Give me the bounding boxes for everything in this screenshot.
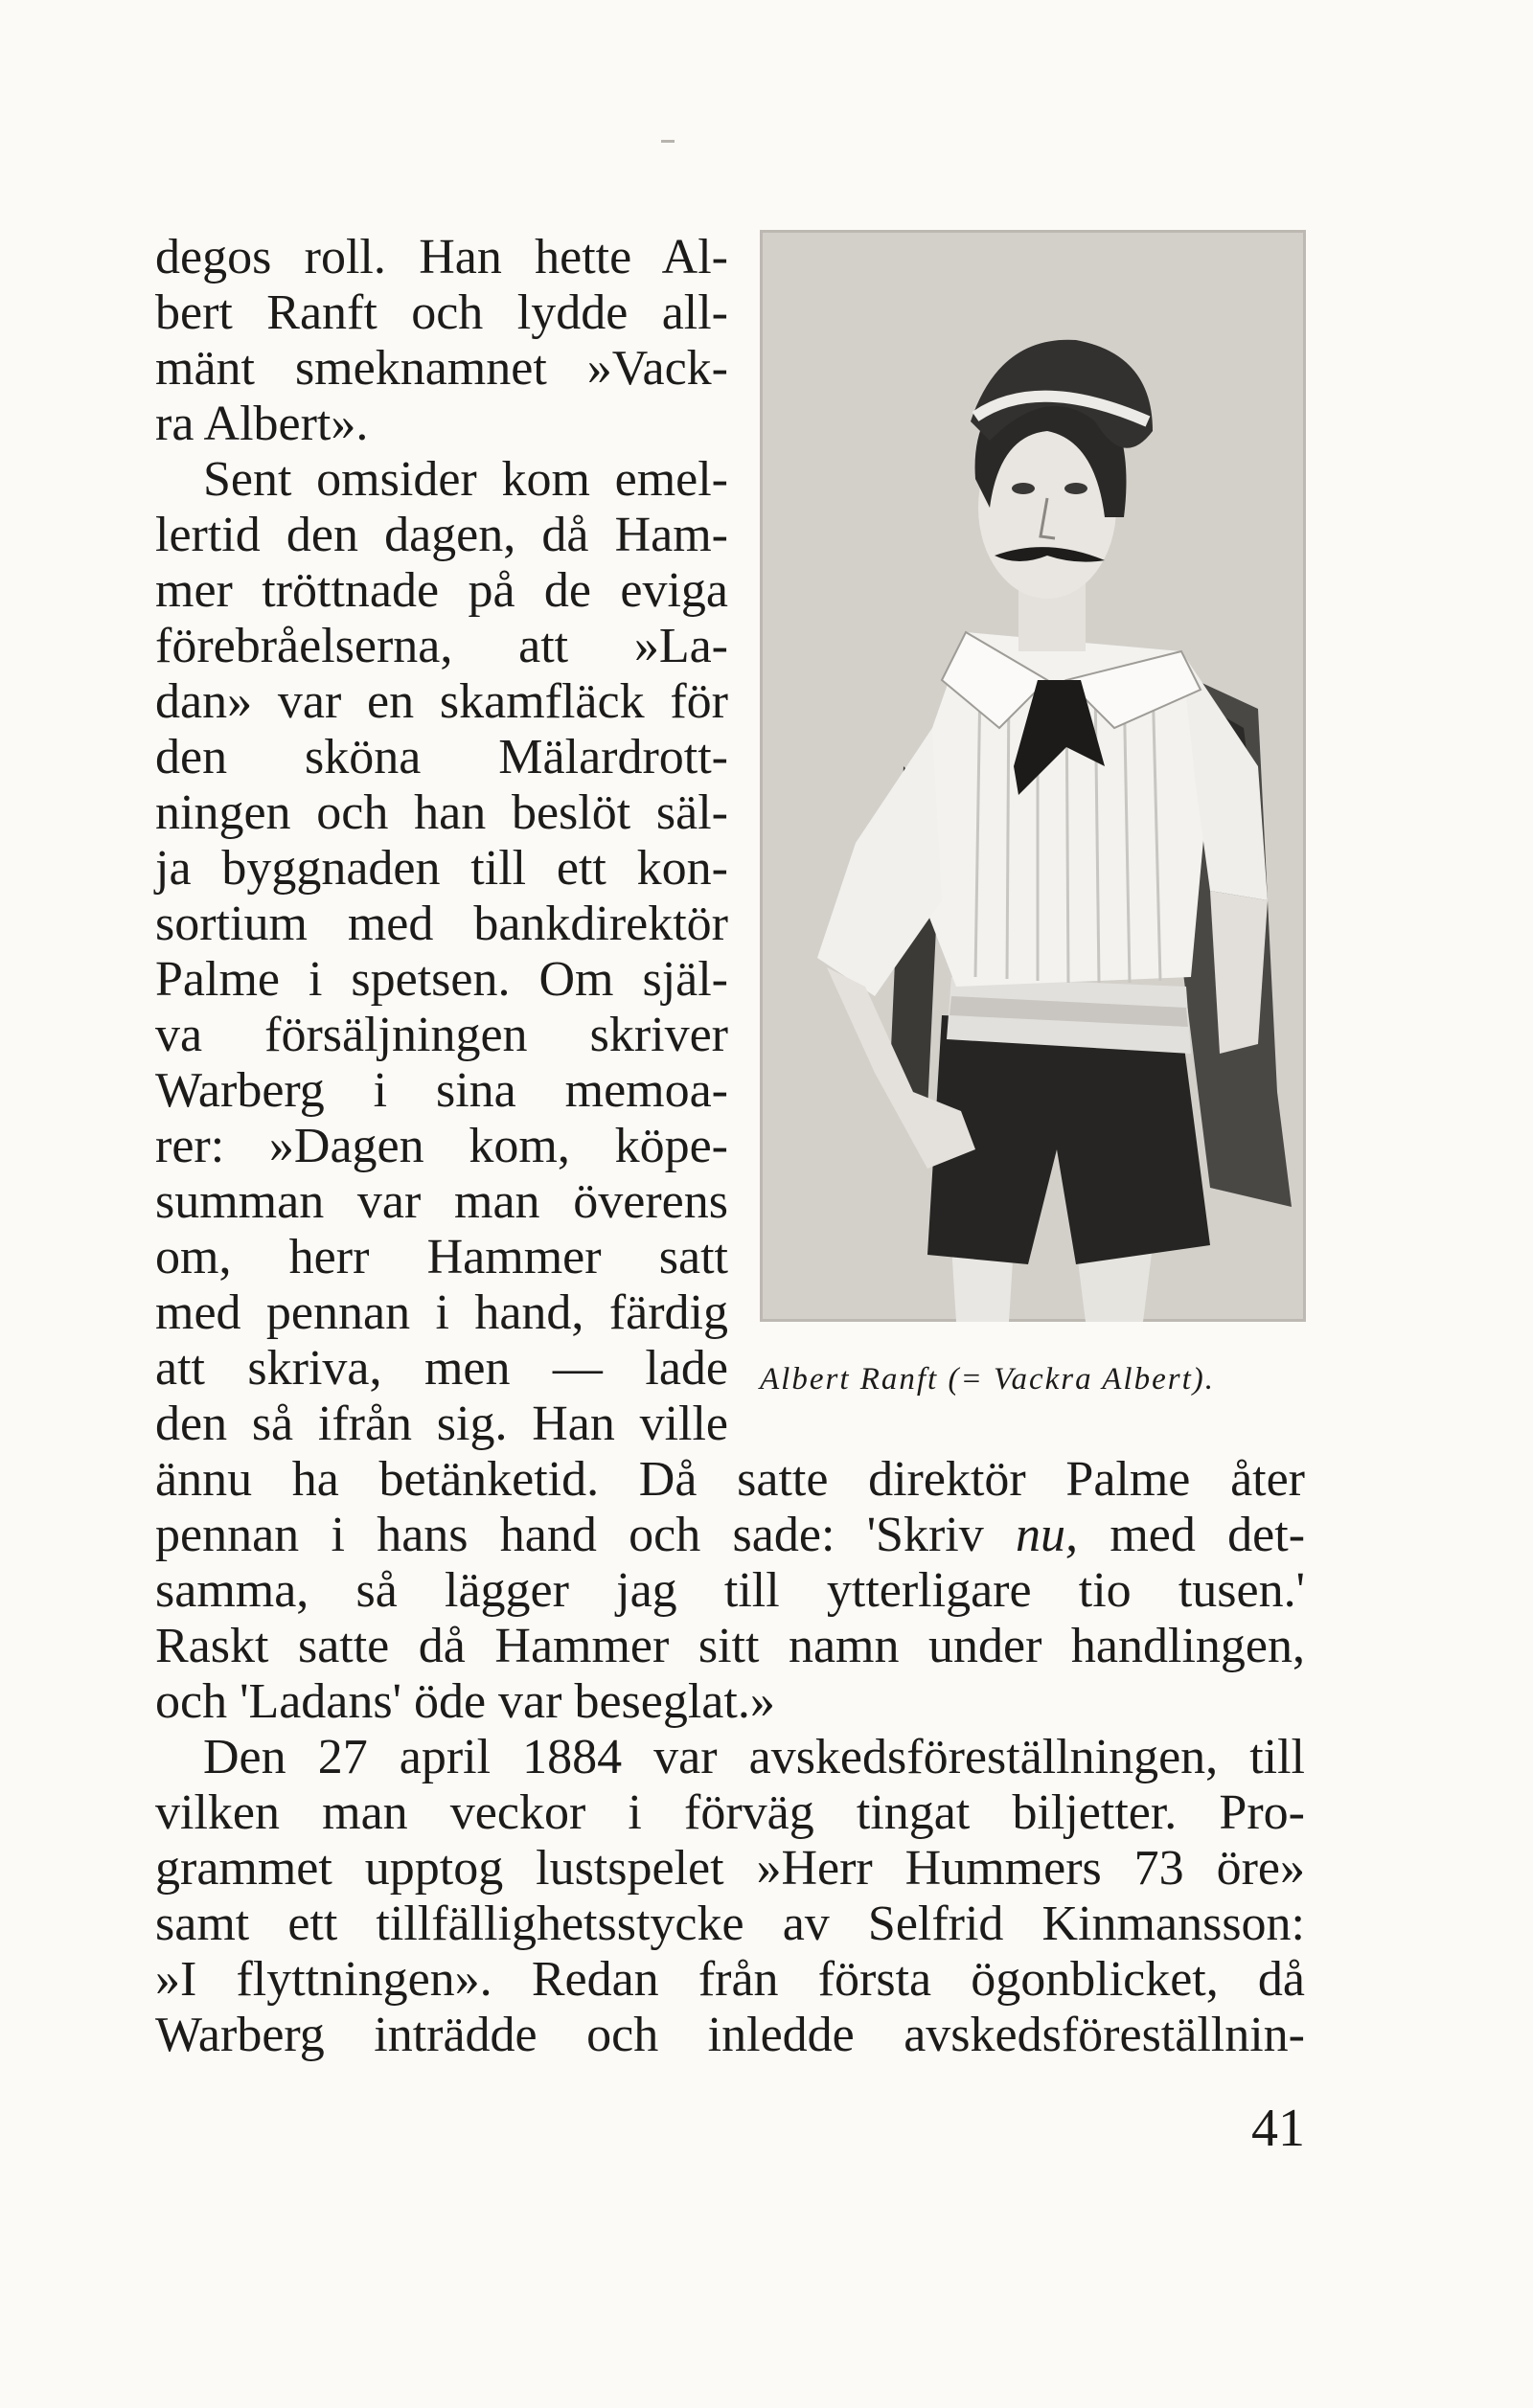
page-number: 41 <box>1251 2099 1305 2158</box>
text-line: Warberg i sina memoa- <box>155 1063 728 1118</box>
text-line: med pennan i hand, färdig <box>155 1285 728 1340</box>
scan-mark <box>661 140 675 143</box>
text-line: Den 27 april 1884 var avskedsföreställningen, till <box>203 1730 1305 1784</box>
text-line: ningen och han beslöt säl- <box>155 785 728 840</box>
text-line: sortium med bankdirektör <box>155 897 728 951</box>
text-line: den sköna Mälardrott- <box>155 730 728 784</box>
text-line: och 'Ladans' öde var beseglat.» <box>155 1674 775 1729</box>
photo-caption: Albert Ranft (= Vackra Albert). <box>760 1362 1215 1397</box>
text-line: »I flyttningen». Redan från första ögonblicket, då <box>155 1952 1305 2007</box>
text-run: pennan i hans hand och sade: 'Skriv <box>155 1508 1017 1562</box>
text-line: förebråelserna, att »La- <box>155 619 728 673</box>
text-line: va försäljningen skriver <box>155 1008 728 1062</box>
text-line: ra Albert». <box>155 397 369 451</box>
text-line: samma, så lägger jag till ytterligare tio tusen.' <box>155 1563 1305 1618</box>
portrait-illustration <box>760 230 1306 1322</box>
text-line: lertid den dagen, då Ham- <box>155 508 728 562</box>
text-line: rer: »Dagen kom, köpe- <box>155 1119 728 1173</box>
text-line: bert Ranft och lydde all- <box>155 285 728 340</box>
text-line: Palme i spetsen. Om själ- <box>155 952 728 1007</box>
text-line: degos roll. Han hette Al- <box>155 230 728 284</box>
text-line: ja byggnaden till ett kon- <box>155 841 728 896</box>
text-line: summan var man överens <box>155 1174 728 1229</box>
text-line: mänt smeknamnet »Vack- <box>155 341 728 396</box>
text-line: mer tröttnade på de eviga <box>155 563 728 618</box>
text-line: vilken man veckor i förväg tingat biljetter. Pro- <box>155 1785 1305 1840</box>
text-line: dan» var en skamfläck för <box>155 674 728 729</box>
italic-word: nu, <box>1016 1508 1079 1562</box>
portrait-photo <box>760 230 1306 1322</box>
text-line: Raskt satte då Hammer sitt namn under handlingen, <box>155 1619 1305 1673</box>
text-line: om, herr Hammer satt <box>155 1230 728 1284</box>
text-line: grammet upptog lustspelet »Herr Hummers 73 öre» <box>155 1841 1305 1896</box>
text-line: att skriva, men — lade <box>155 1341 728 1396</box>
text-line: samt ett tillfällighetsstycke av Selfrid Kinmansson: <box>155 1897 1305 1951</box>
text-line: Warberg inträdde och inledde avskedsföreställnin- <box>155 2008 1305 2062</box>
text-run: med det- <box>1078 1508 1306 1562</box>
text-line: Sent omsider kom emel- <box>203 452 728 507</box>
text-line: ännu ha betänketid. Då satte direktör Palme åter <box>155 1452 1305 1507</box>
text-line <box>155 1508 1305 1563</box>
text-line: den så ifrån sig. Han ville <box>155 1397 728 1451</box>
